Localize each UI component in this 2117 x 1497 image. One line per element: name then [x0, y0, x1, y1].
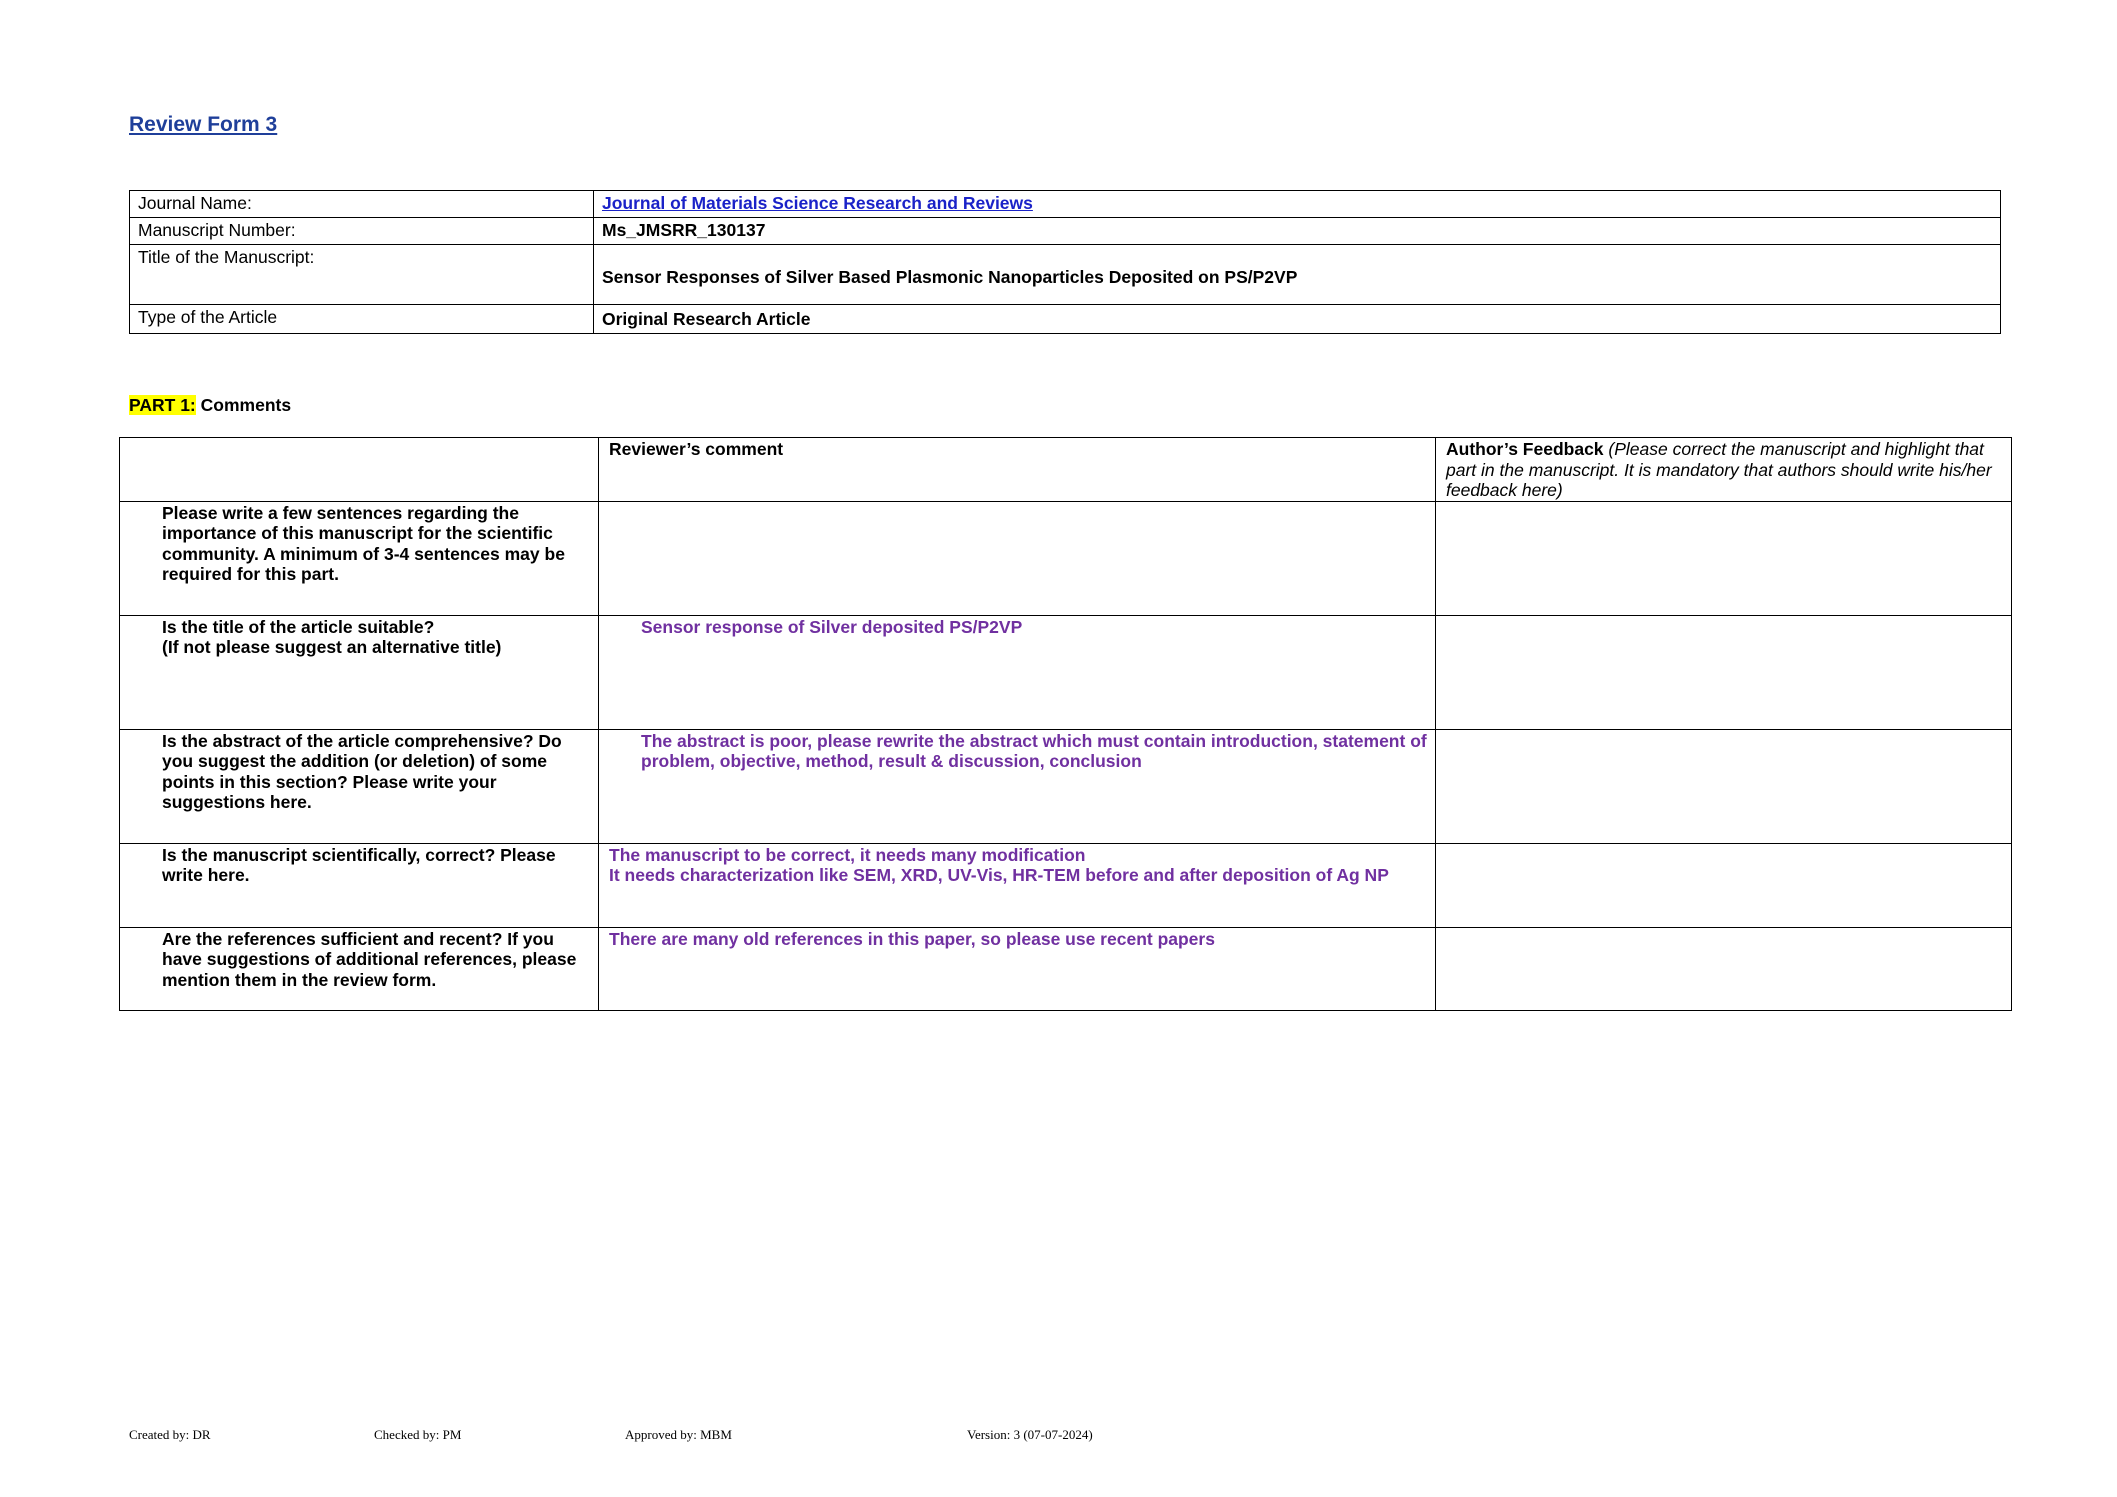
author-feedback-cell[interactable] [1436, 843, 2012, 927]
author-feedback-header [1436, 438, 2012, 502]
part1-label: PART 1: [129, 395, 196, 415]
part1-heading [129, 395, 291, 416]
article-type-label: Type of the Article [130, 305, 594, 334]
footer-created-by: Created by: DR [129, 1427, 211, 1442]
question-title-suitable [120, 615, 599, 729]
journal-name-link[interactable]: Journal of Materials Science Research and Reviews [602, 193, 1033, 213]
footer-checked-by: Checked by: PM [374, 1427, 462, 1442]
reviewer-comment-cell[interactable] [599, 615, 1436, 729]
table-row [120, 927, 2012, 1010]
reviewer-comment-line: The manuscript to be correct, it needs many modification [609, 844, 1086, 865]
question-references: Are the references sufficient and recent? If you have suggestions of additional references, please mention them in the review form. [120, 927, 599, 1010]
table-row [130, 245, 2001, 305]
question-line: (If not please suggest an alternative title) [162, 637, 502, 657]
table-row [120, 501, 2012, 615]
form-title[interactable]: Review Form 3 [129, 113, 278, 136]
article-type-value: Original Research Article [594, 305, 2001, 334]
table-row [130, 305, 2001, 334]
reviewer-comment-line: There are many old references in this paper, so please use recent papers [609, 928, 1215, 949]
question-line: Is the title of the article suitable? [162, 616, 435, 637]
author-feedback-header-note: (Please correct the manuscript and highlight that part in the manuscript. It is mandatory that authors should write his/her feedback here) [1446, 439, 1992, 500]
reviewer-comment-cell[interactable] [599, 927, 1436, 1010]
manuscript-number-label: Manuscript Number: [130, 218, 594, 245]
author-feedback-header-title: Author’s Feedback [1446, 439, 1604, 459]
reviewer-comment-header: Reviewer’s comment [599, 438, 1436, 502]
author-feedback-cell[interactable] [1436, 615, 2012, 729]
manuscript-info-table [129, 190, 2001, 334]
table-row [130, 191, 2001, 218]
table-row [130, 218, 2001, 245]
manuscript-number-value: Ms_JMSRR_130137 [594, 218, 2001, 245]
reviewer-comment-line: It needs characterization like SEM, XRD, UV-Vis, HR-TEM before and after deposition of Ag NP [609, 865, 1389, 885]
table-row [120, 729, 2012, 843]
question-header-cell [120, 438, 599, 502]
journal-name-value [594, 191, 2001, 218]
reviewer-comment-line: The abstract is poor, please rewrite the abstract which must contain introduction, statement of problem, objective, method, result & discussion, conclusion [641, 730, 1427, 771]
manuscript-title-label: Title of the Manuscript: [130, 245, 594, 305]
reviewer-comment-line: Sensor response of Silver deposited PS/P2VP [641, 616, 1023, 637]
question-abstract: Is the abstract of the article comprehensive? Do you suggest the addition (or deletion) of some points in this section? Please write your suggestions here. [120, 729, 599, 843]
journal-name-label: Journal Name: [130, 191, 594, 218]
footer-version: Version: 3 (07-07-2024) [967, 1427, 1093, 1442]
part1-title: Comments [200, 395, 292, 415]
author-feedback-cell[interactable] [1436, 927, 2012, 1010]
table-row [120, 615, 2012, 729]
comments-table [119, 437, 2012, 1011]
comments-header-row [120, 438, 2012, 502]
reviewer-comment-cell[interactable] [599, 729, 1436, 843]
reviewer-comment-cell[interactable] [599, 501, 1436, 615]
manuscript-title-value: Sensor Responses of Silver Based Plasmonic Nanoparticles Deposited on PS/P2VP [594, 245, 2001, 305]
author-feedback-cell[interactable] [1436, 729, 2012, 843]
table-row [120, 843, 2012, 927]
author-feedback-cell[interactable] [1436, 501, 2012, 615]
question-importance: Please write a few sentences regarding the importance of this manuscript for the scientific community. A minimum of 3-4 sentences may be required for this part. [120, 501, 599, 615]
reviewer-comment-cell[interactable] [599, 843, 1436, 927]
footer-approved-by: Approved by: MBM [625, 1427, 732, 1442]
question-scientific: Is the manuscript scientifically, correct? Please write here. [120, 843, 599, 927]
